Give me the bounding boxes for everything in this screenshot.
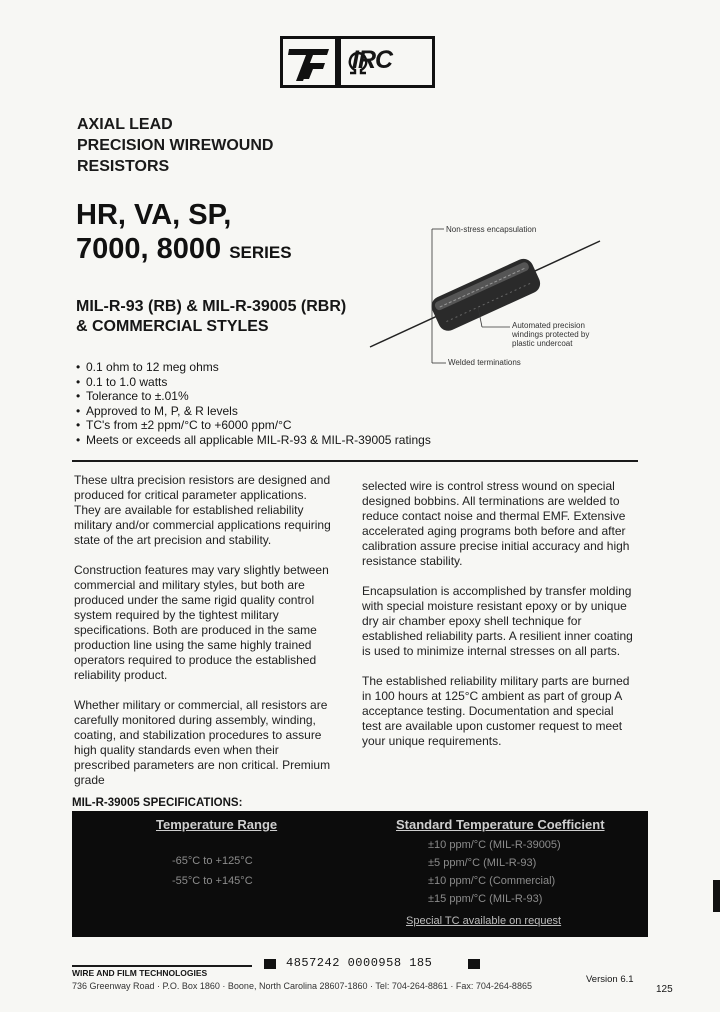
irc-logo — [280, 36, 435, 88]
body-paragraph: Construction features may vary slightly between commercial and military styles, but both are produced under the same rigid quality control system required by the tightest military specifications. Both are produced in the same production line using the same highly trained operators required to produce the established reliability product. — [74, 563, 329, 682]
heading-line-1: AXIAL LEAD — [77, 116, 173, 133]
document-barcode — [264, 956, 480, 972]
footer-company: WIRE AND FILM TECHNOLOGIES — [72, 968, 208, 978]
logo-text: IRC — [352, 46, 393, 74]
callout-windings — [512, 321, 589, 348]
feature-item: • Tolerance to ±.01% — [76, 389, 189, 403]
heading-line-2: PRECISION WIREWOUND — [77, 137, 274, 154]
spec-table — [72, 811, 648, 937]
section-divider — [72, 460, 638, 462]
spec-tc-value: ±10 ppm/°C (MIL-R-39005) — [428, 839, 561, 851]
footer-divider — [72, 965, 252, 967]
mil-styles — [76, 297, 346, 337]
heading-line-3: RESISTORS — [77, 158, 170, 175]
spec-temp-range: -65°C to +125°C — [172, 855, 253, 867]
body-paragraph: These ultra precision resistors are designed and produced for critical parameter applications. They are available for established reliability military and/or commercial applications requiring state of the art precision and stability. — [74, 473, 331, 547]
spec-tc-value: ±15 ppm/°C (MIL-R-93) — [428, 893, 543, 905]
callout-windings-line-3: plastic undercoat — [512, 339, 573, 348]
callout-encapsulation: Non-stress encapsulation — [446, 225, 537, 234]
feature-text: Approved to M, P, & R levels — [86, 403, 238, 418]
feature-item: • Meets or exceeds all applicable MIL-R-93 & MIL-R-39005 ratings — [76, 432, 431, 447]
page-number: 125 — [656, 984, 673, 995]
callout-windings-line-2: windings protected by — [512, 330, 590, 339]
feature-text: TC's from ±2 ppm/°C to +6000 ppm/°C — [86, 418, 292, 432]
series-numbers: 7000, 8000 — [76, 233, 222, 265]
spec-header-temperature-coefficient: Standard Temperature Coefficient — [396, 817, 605, 832]
mil-line-1: MIL-R-93 (RB) & MIL-R-39005 (RBR) — [76, 298, 347, 315]
body-paragraph: Whether military or commercial, all resistors are carefully monitored during assembly, winding, coating, and stabilization procedures to assure high quality standards even when their prescribed parameters are non critical. Premium grade — [74, 698, 331, 787]
feature-item: • TC's from ±2 ppm/°C to +6000 ppm/°C — [76, 418, 292, 432]
body-paragraph: Encapsulation is accomplished by transfer molding with special moisture resistant epoxy or by unique dry air chamber epoxy shell technique for established reliability parts. A resilient inner coating is used to minimize internal stresses on all parts. — [362, 584, 633, 658]
resistor-drawing-icon — [360, 215, 620, 375]
resistor-illustration — [360, 215, 620, 375]
spec-temp-range: -55°C to +145°C — [172, 875, 253, 887]
callout-windings-line-1: Automated precision — [512, 321, 585, 330]
mil-line-2: & COMMERCIAL STYLES — [76, 318, 269, 335]
footer-version: Version 6.1 — [586, 974, 634, 985]
series-title — [76, 198, 292, 266]
feature-text: Tolerance to ±.01% — [86, 389, 189, 403]
feature-text: 0.1 ohm to 12 meg ohms — [86, 360, 219, 374]
body-paragraph: selected wire is control stress wound on special designed bobbins. All terminations are welded to reduce contact noise and thermal EMF. Extensive accelerated aging programs both before and after calibration assure precise initial accuracy and high resistance stability. — [362, 479, 630, 568]
feature-item: • Approved to M, P, & R levels — [76, 403, 238, 418]
footer-address: 736 Greenway Road · P.O. Box 1860 · Boone, North Carolina 28607-1860 · Tel: 704-264-8861 · Fax: 704-264-8865 — [72, 981, 532, 991]
spec-header-temperature-range: Temperature Range — [156, 817, 278, 832]
spec-title: MIL-R-39005 SPECIFICATIONS: — [72, 797, 243, 809]
spec-tc-value: ±5 ppm/°C (MIL-R-93) — [428, 857, 537, 869]
series-line-1: HR, VA, SP, — [76, 199, 232, 231]
feature-list — [76, 360, 636, 447]
callout-terminations: Welded terminations — [448, 358, 521, 367]
tt-logo-icon — [283, 39, 335, 85]
spec-tc-value: ±10 ppm/°C (Commercial) — [428, 875, 556, 887]
product-heading — [77, 114, 273, 177]
feature-item: • 0.1 to 1.0 watts — [76, 374, 168, 389]
spec-tc-note: Special TC available on request — [406, 915, 562, 927]
feature-item: • 0.1 ohm to 12 meg ohms — [76, 360, 219, 374]
right-column-text — [362, 479, 634, 764]
edge-tab-mark — [713, 880, 720, 912]
left-column-text — [74, 473, 336, 803]
barcode-number: 4857242 0000958 185 — [286, 956, 433, 970]
tt-logo-mark — [280, 36, 338, 88]
feature-text: Meets or exceeds all applicable MIL-R-93 & MIL-R-39005 ratings — [86, 432, 431, 447]
series-suffix: SERIES — [229, 243, 292, 262]
body-paragraph: The established reliability military parts are burned in 100 hours at 125°C ambient as part of group A acceptance testing. Documentation and special test are available upon customer request to meet your unique requirements. — [362, 674, 630, 748]
feature-text: 0.1 to 1.0 watts — [86, 374, 168, 389]
series-line-2 — [76, 232, 292, 266]
